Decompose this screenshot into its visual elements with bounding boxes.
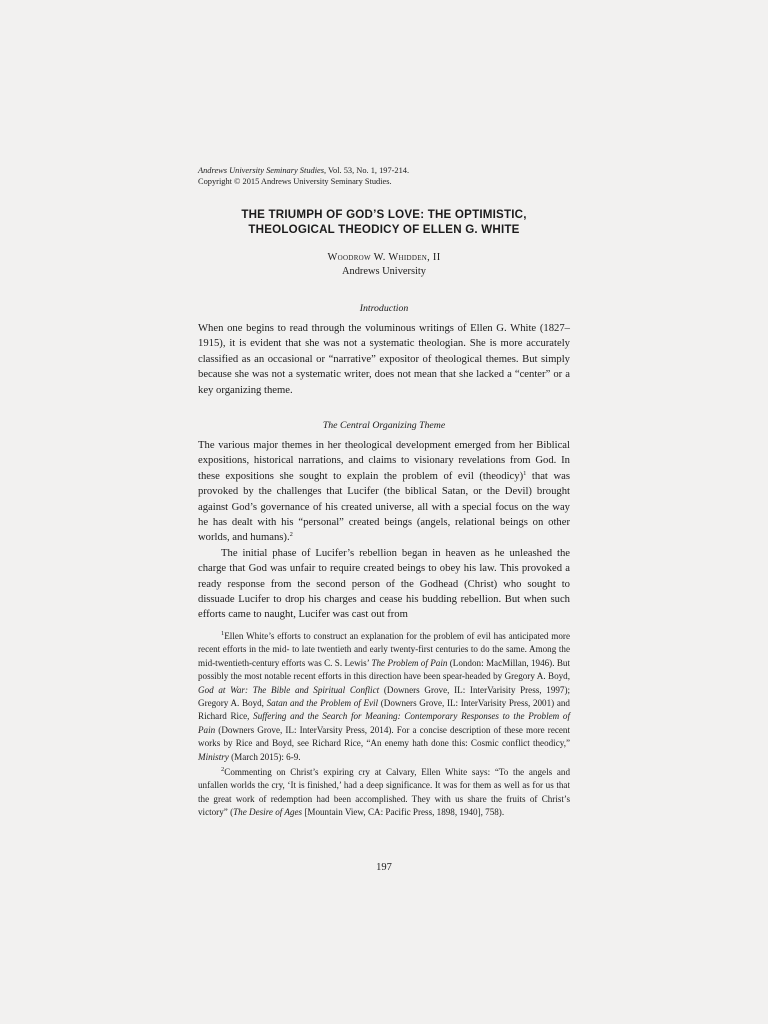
- author-name: Woodrow W. Whidden, II: [327, 252, 441, 263]
- fn1-text: Ellen White’s efforts to construct an explanation for the problem of evil has anticipated more recent efforts in the mid- to late twentieth and early twenty-first centuries to do the same. Among the mid-twentieth-century efforts was C. S. Lewis’: [198, 631, 570, 668]
- journal-name: Andrews University Seminary Studies: [198, 166, 324, 175]
- footnotes: [198, 630, 570, 820]
- introduction-paragraph: When one begins to read through the voluminous writings of Ellen G. White (1827–1915), it is evident that she was not a systematic theologian. She is more accurately classified as an occasional or “narrative” expositor of theological themes. But simply because she was not a systematic writer, does not mean that she lacked a “center” or a key organizing theme.: [198, 323, 570, 396]
- title-line-2: THEOLOGICAL THEODICY OF ELLEN G. WHITE: [248, 223, 520, 236]
- central-paragraph-2: The initial phase of Lucifer’s rebellion began in heaven as he unleashed the charge that God was unfair to require created beings to obey his law. This provoked a ready response from the second person of the Godhead (Christ) who sought to dissuade Lucifer to drop his charges and cease his budding rebellion. But when such efforts came to naught, Lucifer was cast out from: [198, 547, 570, 621]
- fn1-title: Suffering and the Search for Meaning: Contemporary Responses to the Problem of Pain: [198, 711, 570, 735]
- copyright-line: Copyright © 2015 Andrews University Seminary Studies.: [198, 177, 392, 186]
- fn1-text: (Downers Grove, IL: InterVarsity Press, 2014). For a concise description of these more recent works by Rice and Boyd, see Richard Rice, “An enemy hath done this: Cosmic conflict theodicy,”: [198, 724, 570, 749]
- central-p1-text-a: The various major themes in her theological development emerged from her Biblical expositions, historical narrations, and claims to visionary revelations from God. In these expositions she sought to explain the problem of evil (theodicy): [198, 440, 570, 482]
- section-heading-central-theme: The Central Organizing Theme: [322, 420, 446, 431]
- footnote-marker-1: 1: [221, 630, 225, 637]
- fn1-title: Ministry: [198, 751, 229, 762]
- fn2-text: Commenting on Christ’s expiring cry at Calvary, Ellen White says: “To the angels and unfallen worlds the cry, ‘It is finished,’ had a deep significance. It was for them as well as for us that the great work of redemption had been accomplished. They with us share the fruits of Christ’s victory” (: [198, 767, 570, 818]
- fn1-title: The Problem of Pain: [371, 657, 448, 668]
- fn1-title: Satan and the Problem of Evil: [266, 698, 379, 709]
- author-block: [160, 251, 608, 279]
- title-line-1: THE TRIUMPH OF GOD’S LOVE: THE OPTIMISTIC,: [241, 208, 527, 221]
- article-title: [160, 207, 608, 237]
- central-theme-body: [198, 438, 570, 623]
- footnote-marker-2: 2: [221, 766, 225, 774]
- footnote-2: [198, 766, 570, 820]
- citation-details: , Vol. 53, No. 1, 197-214.: [324, 166, 410, 175]
- journal-header: [198, 165, 570, 187]
- citation-line: [198, 165, 570, 176]
- author-affiliation: Andrews University: [342, 266, 426, 277]
- fn1-text: (Downers Grove, IL: InterVarisity Press, 1997); Gregory A. Boyd,: [198, 684, 571, 709]
- fn1-text: (Downers Grove, IL: InterVarisity Press, 2001) and Richard Rice,: [198, 698, 570, 722]
- fn1-title: God at War: The Bible and Spiritual Conflict: [198, 684, 380, 695]
- page-number: 197: [376, 862, 392, 873]
- footnote-1: [198, 630, 570, 764]
- fn1-text: (March 2015): 6-9.: [228, 751, 301, 762]
- section-heading-introduction: Introduction: [359, 303, 409, 314]
- fn1-text: (London: MacMillan, 1946). But possibly the most notable recent efforts in this direction have been spear-headed by Gregory A. Boyd,: [198, 657, 570, 682]
- central-p1-text-b: that was provoked by the challenges that Lucifer (the biblical Satan, or the Devil) brought against God’s governance of his created universe, all with a special focus on the way he has dealt with his “personal” created beings (angels, relational beings on other worlds, and humans).: [198, 470, 571, 544]
- fn2-text: [Mountain View, CA: Pacific Press, 1898, 1940], 758).: [302, 807, 505, 818]
- fn2-title: The Desire of Ages: [233, 807, 303, 818]
- footnote-ref-1[interactable]: 1: [523, 469, 527, 477]
- central-paragraph-1: [198, 438, 570, 546]
- footnote-ref-2[interactable]: 2: [289, 531, 293, 539]
